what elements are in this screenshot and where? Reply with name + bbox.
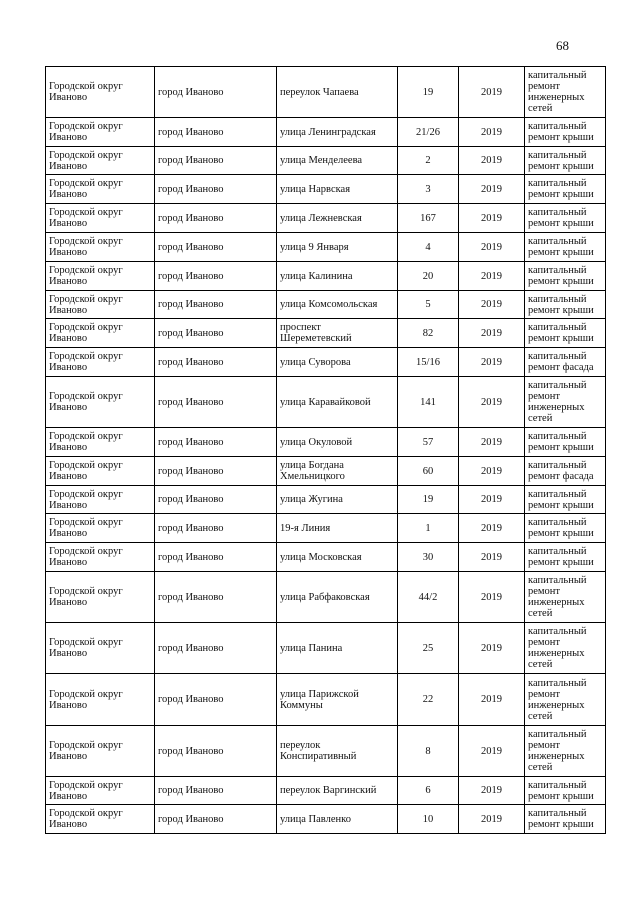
year-cell: 2019 xyxy=(459,726,525,777)
city-cell: город Иваново xyxy=(155,572,277,623)
street-cell: улица Калинина xyxy=(277,262,398,291)
district-cell: Городской округ Иваново xyxy=(46,262,155,291)
year-cell: 2019 xyxy=(459,777,525,805)
work-type-cell: капитальный ремонт инженерных сетей xyxy=(525,67,606,118)
house-number-cell: 2 xyxy=(398,147,459,175)
work-type-cell: капитальный ремонт крыши xyxy=(525,514,606,543)
year-cell: 2019 xyxy=(459,623,525,674)
work-type-cell: капитальный ремонт крыши xyxy=(525,233,606,262)
year-cell: 2019 xyxy=(459,233,525,262)
district-cell: Городской округ Иваново xyxy=(46,319,155,348)
district-cell: Городской округ Иваново xyxy=(46,348,155,377)
work-type-cell: капитальный ремонт крыши xyxy=(525,777,606,805)
work-type-cell: капитальный ремонт крыши xyxy=(525,118,606,147)
house-number-cell: 3 xyxy=(398,175,459,204)
street-cell: проспект Шереметевский xyxy=(277,319,398,348)
street-cell: переулок Чапаева xyxy=(277,67,398,118)
work-type-cell: капитальный ремонт крыши xyxy=(525,147,606,175)
work-type-cell: капитальный ремонт крыши xyxy=(525,175,606,204)
street-cell: улица Жугина xyxy=(277,486,398,514)
city-cell: город Иваново xyxy=(155,233,277,262)
year-cell: 2019 xyxy=(459,147,525,175)
house-number-cell: 8 xyxy=(398,726,459,777)
house-number-cell: 57 xyxy=(398,428,459,457)
city-cell: город Иваново xyxy=(155,674,277,726)
house-number-cell: 22 xyxy=(398,674,459,726)
district-cell: Городской округ Иваново xyxy=(46,543,155,572)
table-row xyxy=(46,623,606,674)
work-type-cell: капитальный ремонт крыши xyxy=(525,805,606,834)
repair-registry-table xyxy=(45,66,606,834)
table-row xyxy=(46,428,606,457)
district-cell: Городской округ Иваново xyxy=(46,805,155,834)
city-cell: город Иваново xyxy=(155,204,277,233)
house-number-cell: 21/26 xyxy=(398,118,459,147)
table-row xyxy=(46,377,606,428)
year-cell: 2019 xyxy=(459,674,525,726)
year-cell: 2019 xyxy=(459,457,525,486)
table-row xyxy=(46,147,606,175)
table-row xyxy=(46,457,606,486)
city-cell: город Иваново xyxy=(155,486,277,514)
city-cell: город Иваново xyxy=(155,67,277,118)
table-row xyxy=(46,726,606,777)
work-type-cell: капитальный ремонт фасада xyxy=(525,348,606,377)
city-cell: город Иваново xyxy=(155,805,277,834)
district-cell: Городской округ Иваново xyxy=(46,118,155,147)
street-cell: улица Менделеева xyxy=(277,147,398,175)
city-cell: город Иваново xyxy=(155,428,277,457)
district-cell: Городской округ Иваново xyxy=(46,623,155,674)
table-row xyxy=(46,291,606,319)
street-cell: улица Нарвская xyxy=(277,175,398,204)
year-cell: 2019 xyxy=(459,543,525,572)
house-number-cell: 44/2 xyxy=(398,572,459,623)
city-cell: город Иваново xyxy=(155,777,277,805)
city-cell: город Иваново xyxy=(155,262,277,291)
work-type-cell: капитальный ремонт крыши xyxy=(525,291,606,319)
work-type-cell: капитальный ремонт крыши xyxy=(525,319,606,348)
city-cell: город Иваново xyxy=(155,291,277,319)
street-cell: улица Панина xyxy=(277,623,398,674)
work-type-cell: капитальный ремонт крыши xyxy=(525,428,606,457)
house-number-cell: 10 xyxy=(398,805,459,834)
year-cell: 2019 xyxy=(459,348,525,377)
year-cell: 2019 xyxy=(459,514,525,543)
year-cell: 2019 xyxy=(459,428,525,457)
registry-body xyxy=(46,67,606,834)
city-cell: город Иваново xyxy=(155,457,277,486)
house-number-cell: 5 xyxy=(398,291,459,319)
city-cell: город Иваново xyxy=(155,543,277,572)
year-cell: 2019 xyxy=(459,118,525,147)
city-cell: город Иваново xyxy=(155,348,277,377)
house-number-cell: 15/16 xyxy=(398,348,459,377)
district-cell: Городской округ Иваново xyxy=(46,233,155,262)
year-cell: 2019 xyxy=(459,67,525,118)
work-type-cell: капитальный ремонт инженерных сетей xyxy=(525,726,606,777)
district-cell: Городской округ Иваново xyxy=(46,486,155,514)
house-number-cell: 25 xyxy=(398,623,459,674)
work-type-cell: капитальный ремонт крыши xyxy=(525,204,606,233)
district-cell: Городской округ Иваново xyxy=(46,572,155,623)
work-type-cell: капитальный ремонт крыши xyxy=(525,543,606,572)
table-row xyxy=(46,175,606,204)
district-cell: Городской округ Иваново xyxy=(46,726,155,777)
year-cell: 2019 xyxy=(459,204,525,233)
year-cell: 2019 xyxy=(459,262,525,291)
work-type-cell: капитальный ремонт крыши xyxy=(525,486,606,514)
work-type-cell: капитальный ремонт фасада xyxy=(525,457,606,486)
page-number: 68 xyxy=(556,38,569,53)
house-number-cell: 20 xyxy=(398,262,459,291)
city-cell: город Иваново xyxy=(155,175,277,204)
district-cell: Городской округ Иваново xyxy=(46,67,155,118)
street-cell: улица Парижской Коммуны xyxy=(277,674,398,726)
street-cell: переулок Конспиративный xyxy=(277,726,398,777)
house-number-cell: 82 xyxy=(398,319,459,348)
district-cell: Городской округ Иваново xyxy=(46,457,155,486)
street-cell: улица Рабфаковская xyxy=(277,572,398,623)
house-number-cell: 167 xyxy=(398,204,459,233)
street-cell: улица Комсомольская xyxy=(277,291,398,319)
street-cell: улица Суворова xyxy=(277,348,398,377)
year-cell: 2019 xyxy=(459,291,525,319)
table-row xyxy=(46,348,606,377)
table-row xyxy=(46,262,606,291)
street-cell: улица Московская xyxy=(277,543,398,572)
table-row xyxy=(46,204,606,233)
year-cell: 2019 xyxy=(459,319,525,348)
district-cell: Городской округ Иваново xyxy=(46,204,155,233)
work-type-cell: капитальный ремонт инженерных сетей xyxy=(525,674,606,726)
house-number-cell: 60 xyxy=(398,457,459,486)
street-cell: улица Богдана Хмельницкого xyxy=(277,457,398,486)
year-cell: 2019 xyxy=(459,805,525,834)
city-cell: город Иваново xyxy=(155,118,277,147)
work-type-cell: капитальный ремонт крыши xyxy=(525,262,606,291)
work-type-cell: капитальный ремонт инженерных сетей xyxy=(525,377,606,428)
work-type-cell: капитальный ремонт инженерных сетей xyxy=(525,623,606,674)
house-number-cell: 141 xyxy=(398,377,459,428)
street-cell: улица Каравайковой xyxy=(277,377,398,428)
street-cell: улица Лежневская xyxy=(277,204,398,233)
district-cell: Городской округ Иваново xyxy=(46,175,155,204)
street-cell: улица Ленинградская xyxy=(277,118,398,147)
district-cell: Городской округ Иваново xyxy=(46,291,155,319)
year-cell: 2019 xyxy=(459,175,525,204)
year-cell: 2019 xyxy=(459,486,525,514)
city-cell: город Иваново xyxy=(155,147,277,175)
table-row xyxy=(46,67,606,118)
house-number-cell: 6 xyxy=(398,777,459,805)
table-row xyxy=(46,674,606,726)
city-cell: город Иваново xyxy=(155,319,277,348)
city-cell: город Иваново xyxy=(155,514,277,543)
house-number-cell: 30 xyxy=(398,543,459,572)
house-number-cell: 4 xyxy=(398,233,459,262)
district-cell: Городской округ Иваново xyxy=(46,514,155,543)
city-cell: город Иваново xyxy=(155,377,277,428)
year-cell: 2019 xyxy=(459,572,525,623)
table-row xyxy=(46,233,606,262)
table-row xyxy=(46,486,606,514)
street-cell: улица Окуловой xyxy=(277,428,398,457)
table-row xyxy=(46,319,606,348)
street-cell: улица 9 Января xyxy=(277,233,398,262)
district-cell: Городской округ Иваново xyxy=(46,377,155,428)
house-number-cell: 19 xyxy=(398,486,459,514)
street-cell: улица Павленко xyxy=(277,805,398,834)
city-cell: город Иваново xyxy=(155,623,277,674)
district-cell: Городской округ Иваново xyxy=(46,674,155,726)
table-row xyxy=(46,777,606,805)
year-cell: 2019 xyxy=(459,377,525,428)
district-cell: Городской округ Иваново xyxy=(46,147,155,175)
table-row xyxy=(46,118,606,147)
table-row xyxy=(46,514,606,543)
district-cell: Городской округ Иваново xyxy=(46,777,155,805)
table-row xyxy=(46,543,606,572)
house-number-cell: 1 xyxy=(398,514,459,543)
table-row xyxy=(46,805,606,834)
city-cell: город Иваново xyxy=(155,726,277,777)
street-cell: 19-я Линия xyxy=(277,514,398,543)
street-cell: переулок Варгинский xyxy=(277,777,398,805)
district-cell: Городской округ Иваново xyxy=(46,428,155,457)
work-type-cell: капитальный ремонт инженерных сетей xyxy=(525,572,606,623)
table-row xyxy=(46,572,606,623)
house-number-cell: 19 xyxy=(398,67,459,118)
